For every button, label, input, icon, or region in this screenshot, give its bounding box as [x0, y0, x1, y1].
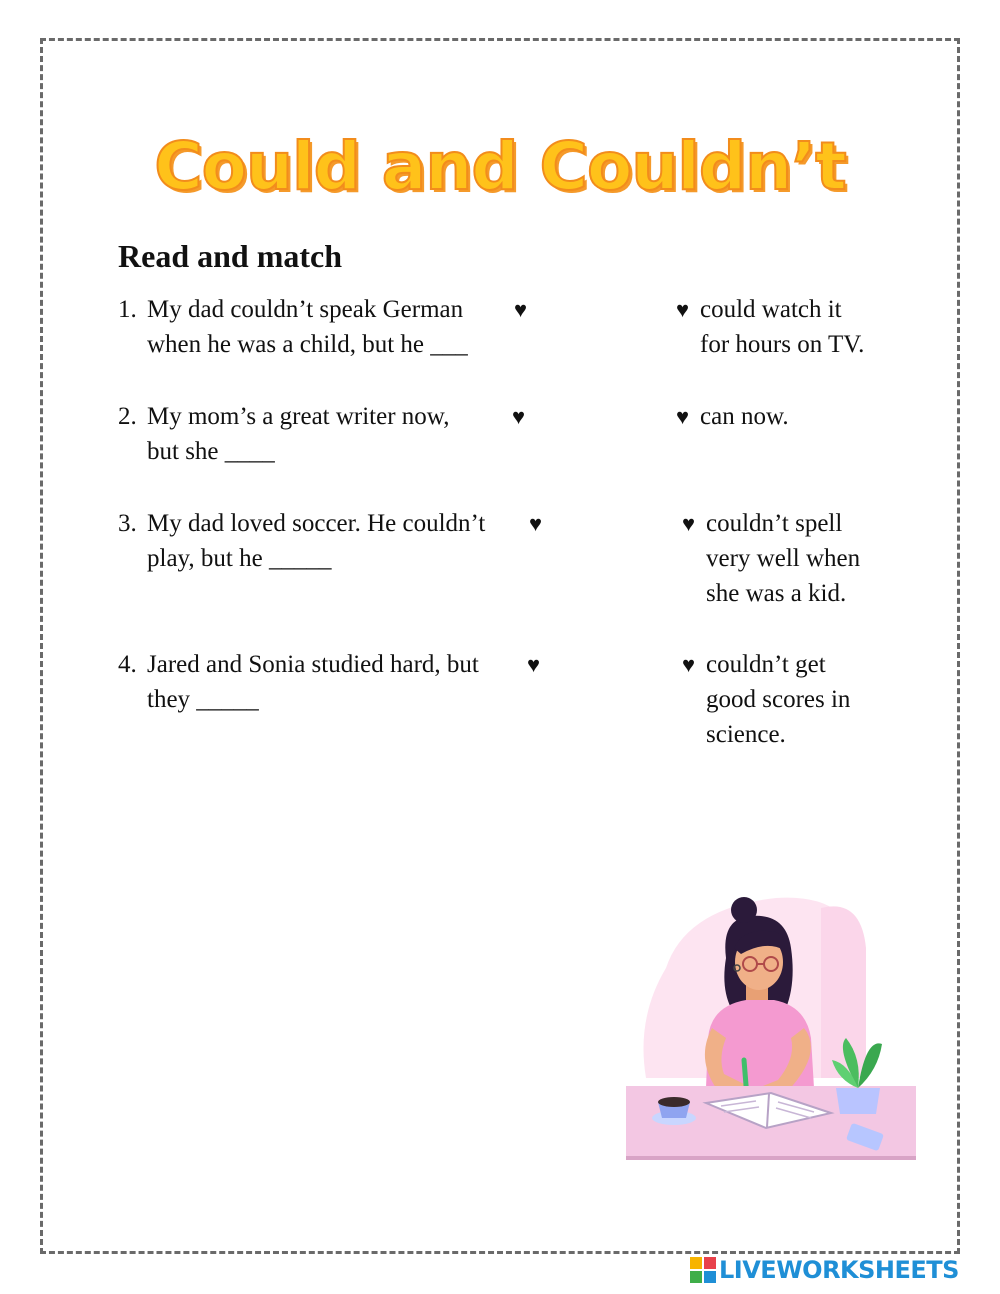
item-3-line-1: My dad loved soccer. He couldn’t	[147, 510, 486, 537]
answer-2-line-1: can now.	[700, 403, 789, 430]
answer-3-line-2: very well when	[706, 545, 861, 572]
answer-1-line-2: for hours on TV.	[700, 331, 865, 358]
answer-4-line-1: couldn’t get	[706, 651, 826, 678]
item-number-3: 3.	[118, 510, 137, 537]
item-number-4: 4.	[118, 651, 137, 678]
match-dot-right-2[interactable]: ♥	[676, 404, 690, 429]
item-4-line-1: Jared and Sonia studied hard, but	[147, 651, 479, 678]
instruction-heading: Read and match	[118, 238, 343, 274]
answer-3-line-3: she was a kid.	[706, 580, 847, 607]
item-number-1: 1.	[118, 296, 137, 323]
answer-4-line-3: science.	[706, 721, 786, 748]
item-3-line-2: play, but he _____	[147, 545, 332, 572]
match-dot-right-3[interactable]: ♥	[682, 511, 696, 536]
liveworksheets-logo-icon	[690, 1257, 716, 1283]
item-1-line-1: My dad couldn’t speak German	[147, 296, 464, 323]
match-dot-left-4[interactable]: ♥	[527, 652, 541, 677]
item-2-line-2: but she ____	[147, 438, 275, 465]
match-dot-left-3[interactable]: ♥	[529, 511, 543, 536]
item-number-2: 2.	[118, 403, 137, 430]
item-2-line-1: My mom’s a great writer now,	[147, 403, 450, 430]
answer-4-line-2: good scores in	[706, 686, 851, 713]
liveworksheets-logo[interactable]	[690, 1256, 959, 1284]
logo-text: LIVEWORKSHEETS	[719, 1256, 959, 1284]
match-dot-right-4[interactable]: ♥	[682, 652, 696, 677]
answer-1-line-1: could watch it	[700, 296, 842, 323]
worksheet-title: Could and Couldn’t	[154, 128, 846, 205]
answer-3-line-1: couldn’t spell	[706, 510, 843, 537]
item-1-line-2: when he was a child, but he ___	[147, 331, 468, 358]
girl-studying-illustration	[626, 888, 916, 1160]
match-dot-left-1[interactable]: ♥	[514, 297, 528, 322]
match-dot-left-2[interactable]: ♥	[512, 404, 526, 429]
match-dot-right-1[interactable]: ♥	[676, 297, 690, 322]
item-4-line-2: they _____	[147, 686, 259, 713]
